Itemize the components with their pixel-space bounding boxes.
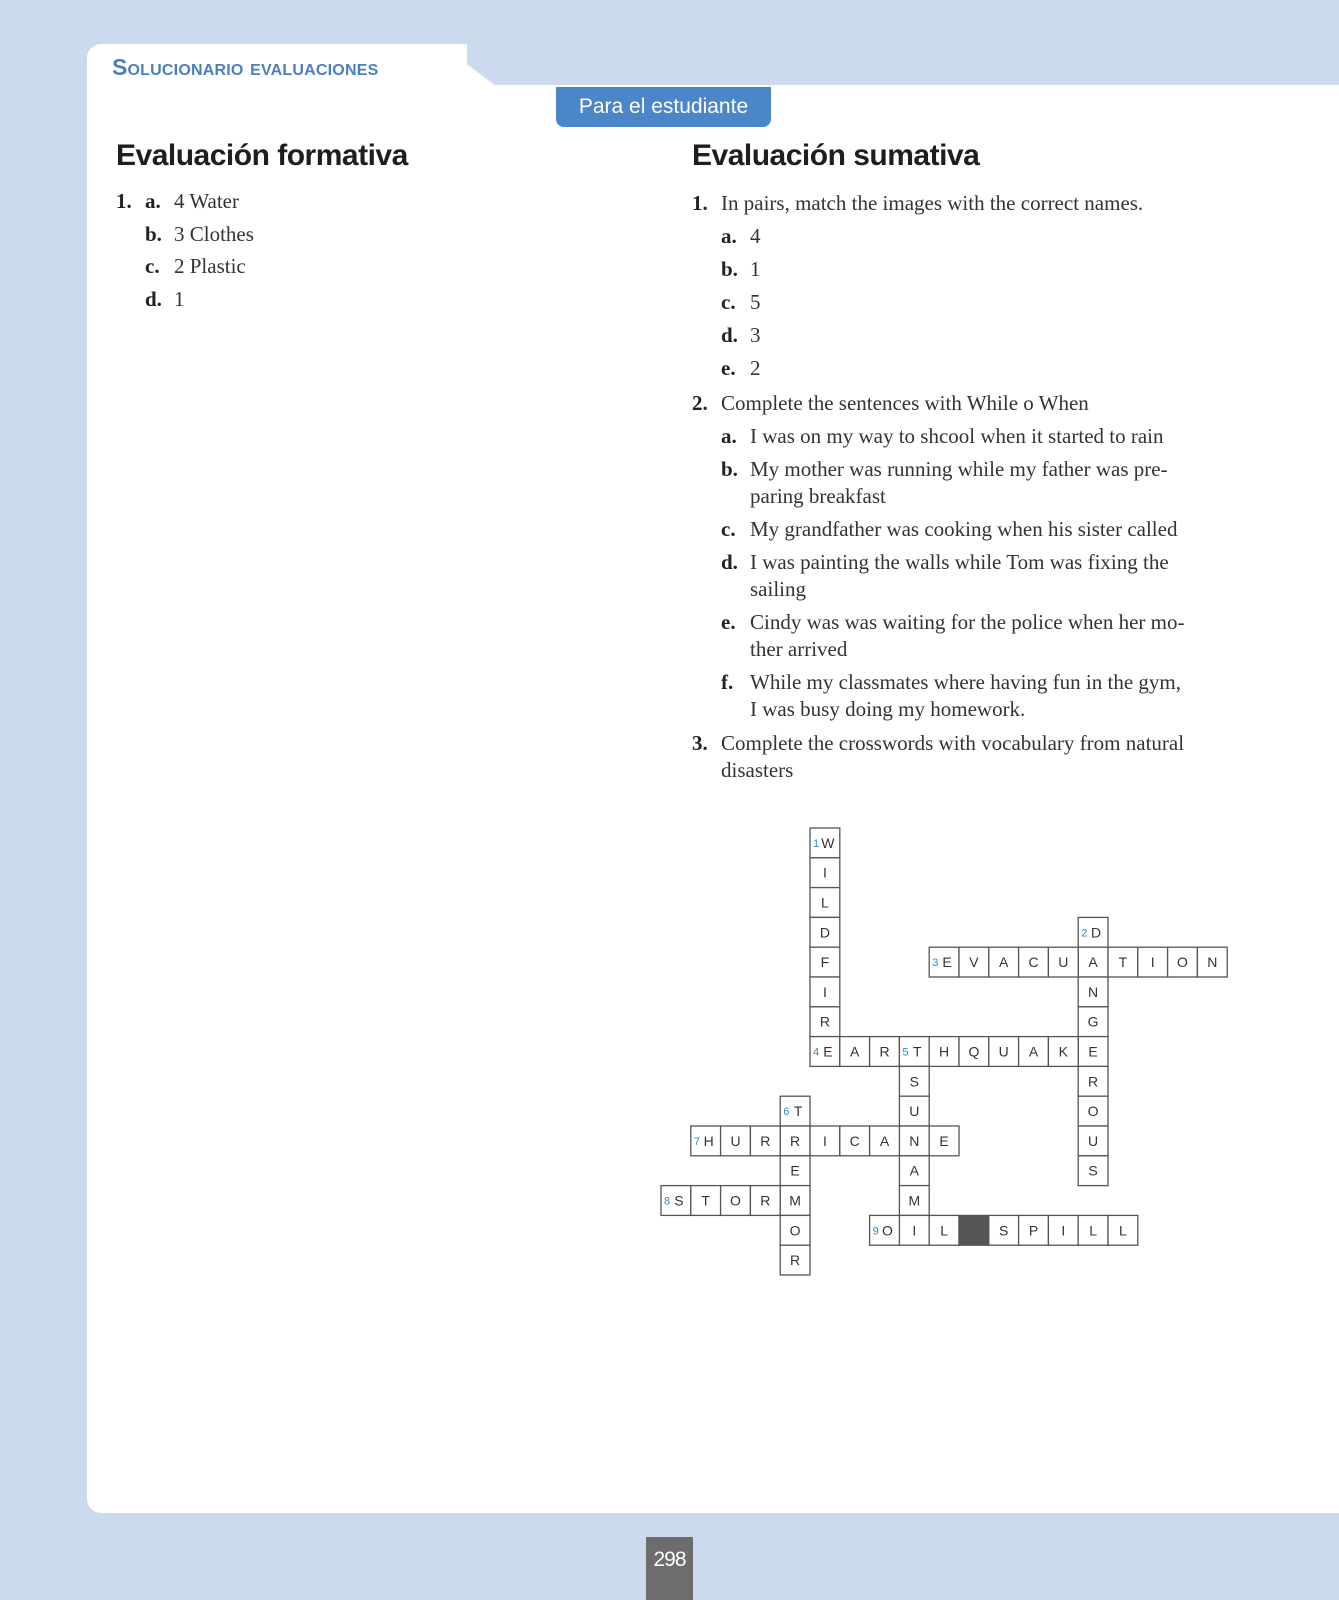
crossword-letter: U: [1058, 954, 1069, 971]
crossword-cell: [1197, 947, 1227, 977]
crossword-letter: O: [730, 1192, 741, 1209]
crossword-letter: G: [1087, 1013, 1099, 1030]
crossword-letter: A: [850, 1043, 860, 1060]
item-letter: a.: [721, 224, 737, 248]
crossword-cell: [780, 1186, 810, 1216]
crossword-letter: M: [908, 1192, 921, 1209]
crossword-letter: T: [793, 1103, 803, 1120]
summative-q2-item-b-cont: paring breakfast: [750, 484, 886, 508]
item-letter: d.: [721, 323, 738, 347]
crossword-cell: [1078, 1066, 1108, 1096]
crossword-letter: A: [999, 954, 1009, 971]
question-number: 1.: [692, 191, 708, 215]
item-text-line-1: My mother was running while my father was pre-: [750, 457, 1168, 481]
crossword-clue-number: 2: [1081, 927, 1088, 940]
item-letter: c.: [721, 290, 736, 314]
crossword-cell: [1078, 1215, 1108, 1245]
crossword-cell: [661, 1186, 691, 1216]
crossword-cell: [1019, 1215, 1049, 1245]
item-letter: b.: [145, 222, 162, 246]
crossword-cell: [1048, 1037, 1078, 1067]
crossword-cell: [1019, 1037, 1049, 1067]
item-text: 1: [750, 257, 761, 281]
crossword-letter: T: [913, 1043, 922, 1060]
crossword-cell: [1078, 947, 1108, 977]
crossword-cell: [721, 1126, 751, 1156]
crossword-cell: [899, 1066, 929, 1096]
item-text: My grandfather was cooking when his sister called: [750, 517, 1178, 541]
crossword-cell: [929, 947, 959, 977]
crossword-cell: [929, 1126, 959, 1156]
crossword-cell: [691, 1186, 721, 1216]
crossword-letter: L: [821, 894, 829, 911]
item-letter: e.: [721, 610, 736, 634]
crossword-letter: A: [1028, 1043, 1039, 1060]
crossword-cell: [780, 1245, 810, 1275]
crossword-letter: V: [969, 954, 979, 971]
crossword-cell: [1048, 1215, 1078, 1245]
crossword-clue-number: 8: [664, 1195, 671, 1208]
crossword-letter: U: [998, 1043, 1009, 1060]
crossword-letter: I: [822, 1132, 827, 1149]
crossword-clue-number: 3: [932, 957, 939, 970]
crossword-cell: [899, 1126, 929, 1156]
crossword-cell: [810, 828, 840, 858]
crossword-letter: L: [940, 1222, 948, 1239]
crossword-letter: L: [1119, 1222, 1127, 1239]
crossword-letter: T: [1118, 954, 1128, 971]
crossword-cell: [810, 858, 840, 888]
crossword-letter: U: [1088, 1132, 1099, 1149]
crossword-cell: [691, 1126, 721, 1156]
item-letter: c.: [145, 254, 160, 278]
crossword-cell: [989, 1037, 1019, 1067]
crossword-letter: O: [1087, 1103, 1099, 1120]
crossword-cell: [870, 1126, 900, 1156]
header-title: Solucionario evaluaciones: [112, 54, 379, 80]
crossword-cell: [1138, 947, 1168, 977]
item-text: 5: [750, 290, 761, 314]
crossword-letter: E: [939, 1132, 949, 1149]
question-prompt: In pairs, match the images with the correct names.: [721, 191, 1144, 215]
crossword-letter: S: [909, 1073, 919, 1090]
crossword-cell: [1078, 1037, 1108, 1067]
crossword-letter: C: [1028, 954, 1039, 971]
crossword-clue-number: 4: [813, 1046, 820, 1059]
crossword-letter: N: [1207, 954, 1218, 971]
crossword-cell: [750, 1126, 780, 1156]
crossword-letter: W: [821, 834, 835, 851]
question-number: 1.: [116, 189, 132, 213]
crossword-cell: [1019, 947, 1049, 977]
crossword-letter: F: [820, 954, 830, 971]
crossword-letter: O: [789, 1222, 801, 1239]
item-letter: d.: [721, 550, 738, 574]
crossword-cell: [810, 1037, 840, 1067]
crossword-letter: I: [1061, 1222, 1066, 1239]
crossword-letter: Q: [968, 1043, 980, 1060]
crossword-letter: K: [1058, 1043, 1068, 1060]
crossword-cell: [929, 1215, 959, 1245]
item-letter: d.: [145, 287, 162, 311]
item-text-line-1: I was painting the walls while Tom was fixing the: [750, 550, 1169, 574]
crossword-cell: [840, 1037, 870, 1067]
page-number: 298: [646, 1537, 693, 1600]
crossword-letter: R: [819, 1013, 830, 1030]
crossword-cell: [959, 1037, 989, 1067]
crossword-cell: [780, 1156, 810, 1186]
crossword-cell: [899, 1186, 929, 1216]
crossword-letter: S: [999, 1222, 1009, 1239]
crossword-cell: [899, 1096, 929, 1126]
crossword-cell: [810, 977, 840, 1007]
item-letter: b.: [721, 457, 738, 481]
crossword-cell: [959, 1215, 989, 1245]
crossword-letter: R: [790, 1132, 801, 1149]
item-text: 4: [750, 224, 761, 248]
crossword-cell: [1078, 917, 1108, 947]
crossword-cell: [810, 888, 840, 918]
item-text: 3 Clothes: [174, 222, 254, 246]
crossword-letter: I: [912, 1222, 917, 1239]
summative-q3-prompt-cont: disasters: [721, 758, 794, 782]
item-text: I was on my way to shcool when it started to rain: [750, 424, 1164, 448]
crossword-cell: [1108, 1215, 1138, 1245]
crossword-letter: S: [674, 1192, 684, 1209]
item-text: 2: [750, 356, 761, 380]
crossword-letter: M: [789, 1192, 801, 1209]
crossword-cell: [810, 917, 840, 947]
crossword-letter: O: [1177, 954, 1188, 971]
summative-title: Evaluación sumativa: [692, 139, 980, 172]
summative-q2-item-f-cont: I was busy doing my homework.: [750, 697, 1026, 721]
question-number: 3.: [692, 731, 708, 755]
crossword-letter: T: [701, 1192, 710, 1209]
crossword-letter: R: [760, 1132, 771, 1149]
crossword-letter: N: [1088, 983, 1099, 1000]
crossword-letter: I: [822, 983, 827, 1000]
crossword-letter: C: [849, 1132, 860, 1149]
item-letter: a.: [721, 424, 737, 448]
crossword-cell: [810, 1007, 840, 1037]
crossword-cell: [899, 1037, 929, 1067]
crossword-cell: [810, 1126, 840, 1156]
crossword-letter: I: [822, 864, 827, 881]
crossword-letter: A: [1088, 954, 1098, 971]
crossword-letter: R: [790, 1252, 801, 1269]
crossword-cell: [929, 1037, 959, 1067]
crossword-cell: [1078, 1156, 1108, 1186]
item-letter: f.: [721, 670, 734, 694]
item-letter: b.: [721, 257, 738, 281]
crossword-cell: [1078, 1007, 1108, 1037]
crossword-clue-number: 6: [783, 1106, 790, 1119]
crossword-letter: A: [909, 1162, 919, 1179]
crossword-letter: E: [790, 1162, 800, 1179]
crossword-letter: E: [942, 954, 952, 971]
question-prompt: Complete the sentences with While o When: [721, 391, 1089, 415]
item-text: 2 Plastic: [174, 254, 246, 278]
crossword-cell: [780, 1096, 810, 1126]
crossword-cell: [1078, 977, 1108, 1007]
crossword-letter: O: [882, 1222, 893, 1239]
crossword-cell: [1078, 1096, 1108, 1126]
formative-title: Evaluación formativa: [116, 139, 408, 172]
crossword-cell: [721, 1186, 751, 1216]
item-text-line-1: While my classmates where having fun in the gym,: [750, 670, 1181, 694]
question-number: 2.: [692, 391, 708, 415]
crossword-cell: [899, 1156, 929, 1186]
crossword-letter: D: [1091, 924, 1102, 941]
audience-badge: Para el estudiante: [556, 87, 771, 127]
crossword-cell: [780, 1126, 810, 1156]
crossword-clue-number: 9: [872, 1225, 879, 1238]
crossword-clue-number: 5: [902, 1046, 909, 1059]
summative-q2-item-d-cont: sailing: [750, 577, 806, 601]
item-letter: a.: [145, 189, 161, 213]
crossword-cell: [750, 1186, 780, 1216]
question-prompt-line-1: Complete the crosswords with vocabulary from natural: [721, 731, 1185, 755]
crossword-letter: R: [1088, 1073, 1099, 1090]
crossword-clue-number: 1: [813, 837, 820, 850]
crossword-letter: R: [879, 1043, 890, 1060]
item-text: 1: [174, 287, 185, 311]
crossword-cell: [959, 947, 989, 977]
item-text: 3: [750, 323, 761, 347]
crossword-cell: [989, 1215, 1019, 1245]
summative-q2-item-e-cont: ther arrived: [750, 637, 848, 661]
crossword-cell: [870, 1215, 900, 1245]
crossword-cell: [1108, 947, 1138, 977]
crossword-letter: U: [730, 1132, 741, 1149]
crossword-letter: H: [939, 1043, 950, 1060]
crossword-letter: L: [1089, 1222, 1097, 1239]
item-letter: e.: [721, 356, 736, 380]
crossword-cell: [840, 1126, 870, 1156]
crossword-cell: [1168, 947, 1198, 977]
crossword-letter: D: [819, 924, 830, 941]
crossword-letter: U: [909, 1103, 920, 1120]
crossword-cell: [870, 1037, 900, 1067]
crossword-letter: R: [760, 1192, 771, 1209]
item-letter: c.: [721, 517, 736, 541]
crossword-cell: [989, 947, 1019, 977]
crossword-cell: [1048, 947, 1078, 977]
crossword-letter: I: [1150, 954, 1155, 971]
crossword-cell: [899, 1215, 929, 1245]
crossword-letter: N: [909, 1132, 920, 1149]
item-text-line-1: Cindy was was waiting for the police when her mo-: [750, 610, 1185, 634]
crossword-letter: S: [1088, 1162, 1098, 1179]
crossword-cell: [810, 947, 840, 977]
crossword-letter: E: [1088, 1043, 1098, 1060]
item-text: 4 Water: [174, 189, 239, 213]
crossword-letter: H: [703, 1132, 714, 1149]
crossword-cell: [780, 1215, 810, 1245]
crossword-letter: P: [1028, 1222, 1039, 1239]
crossword-cell: [1078, 1126, 1108, 1156]
crossword-letter: A: [879, 1132, 890, 1149]
crossword-letter: E: [823, 1043, 833, 1060]
crossword-clue-number: 7: [693, 1135, 700, 1148]
